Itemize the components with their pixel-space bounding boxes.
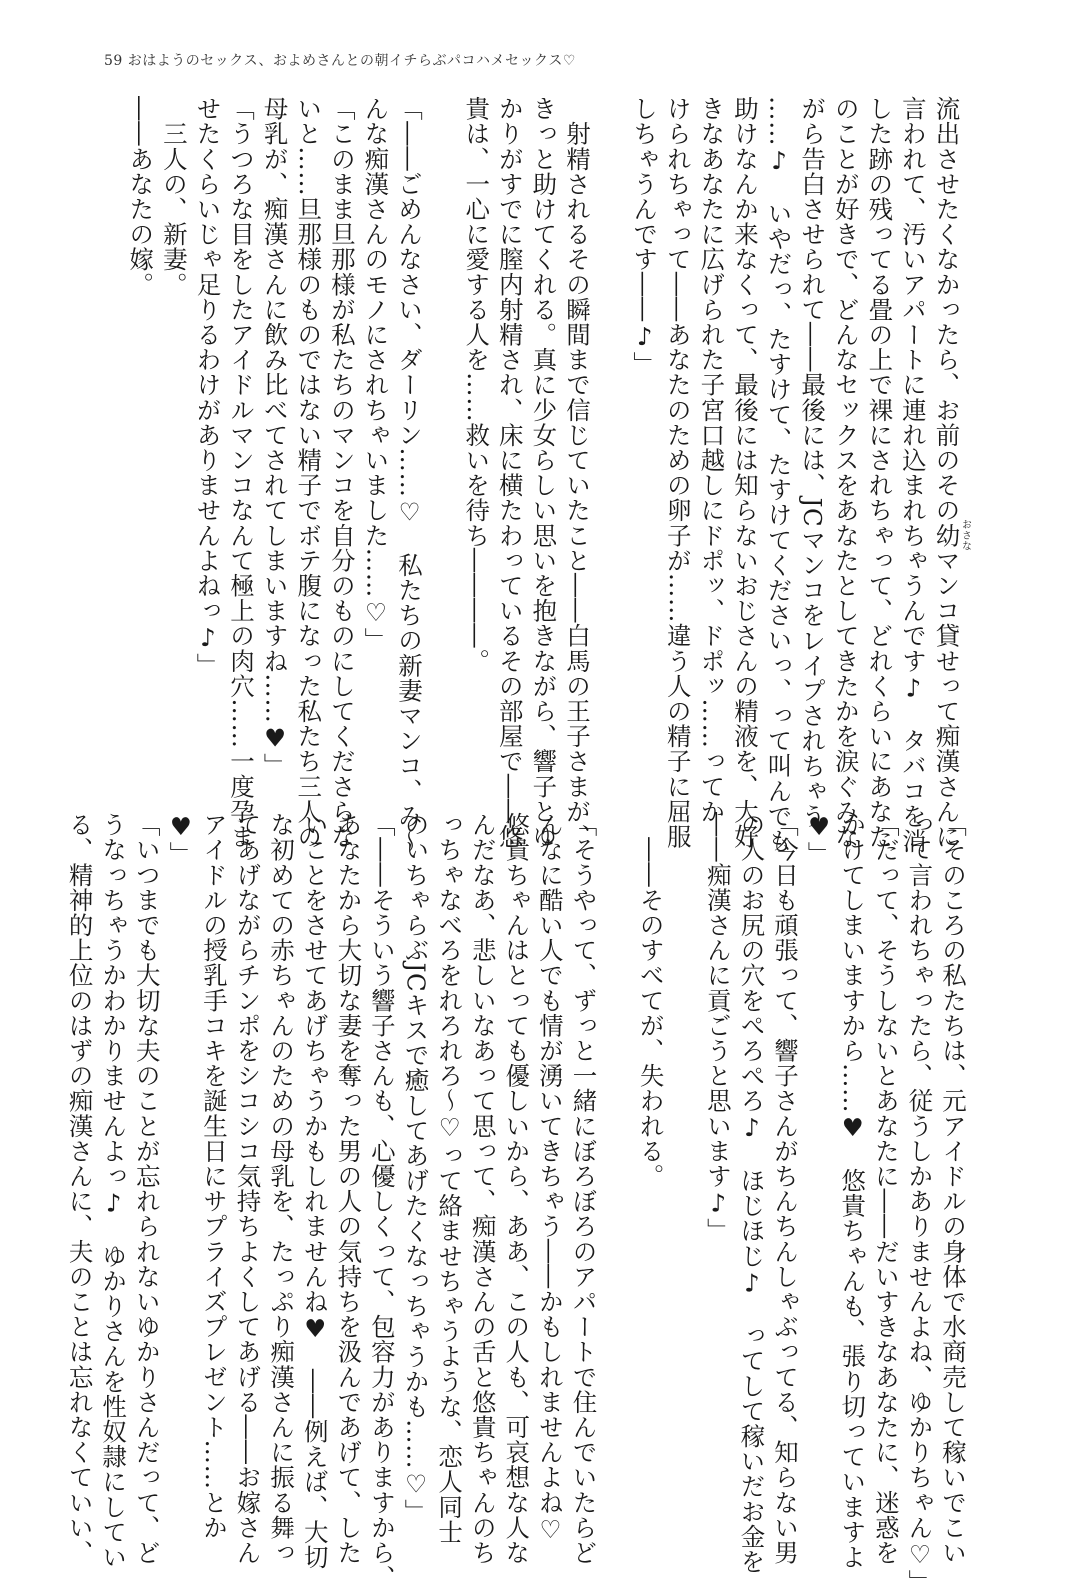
text-segment: マンコ貸せって痴漢さんに <box>932 547 962 850</box>
text-line: 三人の、新妻。 <box>159 96 189 297</box>
text-line: 「今日も頑張って、響子さんがちんちんしゃぶってる、知らない男 <box>771 812 801 1565</box>
text-line: した跡の残ってる畳の上で裸にされちゃって、どれくらいにあなた <box>865 96 895 849</box>
text-line: 「いつまでも大切な夫のことが忘れられないゆかりさんだって、ど <box>132 812 162 1565</box>
text-line: きっと助けてくれる。真に少女らしい思いを抱きながら、響子とゆ <box>529 96 559 849</box>
running-header <box>104 50 576 70</box>
text-line: いと……旦那様のものではない精子でボテ腹になった私たち三人の <box>294 96 324 849</box>
text-line: ――痴漢さんに貢ごうと思います♪」 <box>703 812 733 1244</box>
text-line: 言われて、汚いアパートに連れ込まれちゃうんです♪ タバコを消 <box>898 96 928 854</box>
text-line: のことが好きで、どんなセックスをあなたとしてきたかを涙ぐみな <box>831 96 861 849</box>
upper-text-block <box>124 96 971 854</box>
text-line: ――あなたの嫁。 <box>126 96 156 297</box>
text-line: のいちゃらぶJCキスで癒してあげたくなっちゃうかも……♡」 <box>401 812 431 1524</box>
ruby-reading: おさな <box>959 519 971 552</box>
text-line: んなに酷い人でも情が湧いてきちゃう――かもしれませんよね♡ <box>535 812 565 1545</box>
text-line: てあげながらチンポをシコシコ気持ちよくしてあげる――お嫁さん <box>233 812 263 1565</box>
text-line: な初めての赤ちゃんのための母乳を、たっぷり痴漢さんに振る舞っ <box>267 812 297 1565</box>
text-line <box>426 96 460 716</box>
text-line <box>600 812 634 1432</box>
page-number: 59 <box>104 53 123 69</box>
chapter-title: おはようのセックス、およめさんとの朝イチらぶパコハメセックス♡ <box>127 53 576 69</box>
text-line: かりがすでに膣内射精され、床に横たわっているその部屋で――悠 <box>495 96 525 849</box>
text-line: いことをさせてあげちゃうかもしれませんね♥ ――例えば、大切 <box>300 812 330 1570</box>
ruby-word <box>932 519 971 552</box>
text-line: アイドルの授乳手コキを誕生日にサプライズプレゼント……とか <box>199 812 229 1540</box>
text-line: かけてしまいますから……♥ 悠貴ちゃんも、張り切っていますよ <box>838 812 868 1570</box>
text-line: っちゃなべろをれろれろ～♡って絡ませちゃうような、恋人同士 <box>435 812 465 1545</box>
text-line: る、精神的上位のはずの痴漢さんに、夫のことは忘れなくていい、 <box>65 812 95 1565</box>
text-line: 「――そういう響子さんも、心優しくって、包容力がありますから、 <box>367 812 397 1591</box>
text-line: の人のお尻の穴をぺろぺろ♪ ほじほじ♪ ってして稼いだお金を <box>737 812 767 1574</box>
text-line: ♥」 <box>166 812 196 867</box>
text-line: 「そのころの私たちは、元アイドルの身体で水商売して稼いでこい <box>939 812 968 1565</box>
text-line: 悠貴ちゃんはとっても優しいから、ああ、この人も、可哀想な人な <box>502 812 532 1565</box>
text-line: せたくらいじゃ足りるわけがありませんよねっ♪」 <box>193 96 223 678</box>
text-line: うなっちゃうかわかりませんよっ♪ ゆかりさんを性奴隷にしてい <box>99 812 129 1570</box>
text-line: 「そうやって、ずっと一緒にぼろぼろのアパートで住んでいたらど <box>569 812 599 1565</box>
text-line: 「このまま旦那様が私たちのマンコを自分のものにしてくださらな <box>327 96 357 849</box>
text-line: んな痴漢さんのモノにされちゃいました……♡」 <box>361 96 391 653</box>
text-line: 射精されるその瞬間まで信じていたこと――白馬の王子さまが、 <box>562 96 592 849</box>
text-line: しちゃうんです――♪」 <box>630 96 660 377</box>
ruby-base: 幼 <box>932 519 962 552</box>
text-line: ――そのすべてが、失われる。 <box>636 812 666 1189</box>
text-line <box>668 812 702 1432</box>
text-line: けられちゃって――あなたのための卵子が……違う人の精子に屈服 <box>663 96 693 849</box>
text-line: って言われちゃったら、従うしかありませんよね、ゆかりちゃん♡」 <box>905 812 935 1595</box>
text-line: ♥」 <box>804 812 834 867</box>
text-line: ……♪ いやだっ、たすけて、たすけてくださいっ、って叫んでも <box>764 96 794 854</box>
text-line: んだなあ、悲しいなあって思って、痴漢さんの舌と悠貴ちゃんのち <box>468 812 498 1565</box>
text-line <box>594 96 628 716</box>
text-line: きなあなたに広げられた子宮口越しにドポッ、ドポッ……ってか <box>697 96 727 824</box>
text-line: がら告白させられて――最後には、JCマンコをレイプされちゃう <box>798 96 828 829</box>
text-line: 貴は、一心に愛する人を……救いを待ち――――。 <box>462 96 492 674</box>
text-line: 助けなんか来なくって、最後には知らないおじさんの精液を、大好 <box>730 96 760 849</box>
text-line <box>930 96 971 850</box>
text-segment: 流出させたくなかったら、お前のその <box>932 96 962 523</box>
lower-text-block <box>63 812 970 1595</box>
text-line: 「――ごめんなさい、ダーリン……♡ 私たちの新妻マンコ、み～ <box>395 96 424 854</box>
text-line: 母乳が、痴漢さんに飲み比べてされてしまいますね……♥」 <box>260 96 290 779</box>
text-line: あなたから大切な妻を奪った男の人の気持ちを汲んであげて、した <box>334 812 364 1565</box>
text-line: 「うつろな目をしたアイドルマンコなんて極上の肉穴……一度孕ま <box>227 96 257 849</box>
text-line: 「だって、そうしないとあなたに――だいすきなあなたに、迷惑を <box>871 812 901 1565</box>
